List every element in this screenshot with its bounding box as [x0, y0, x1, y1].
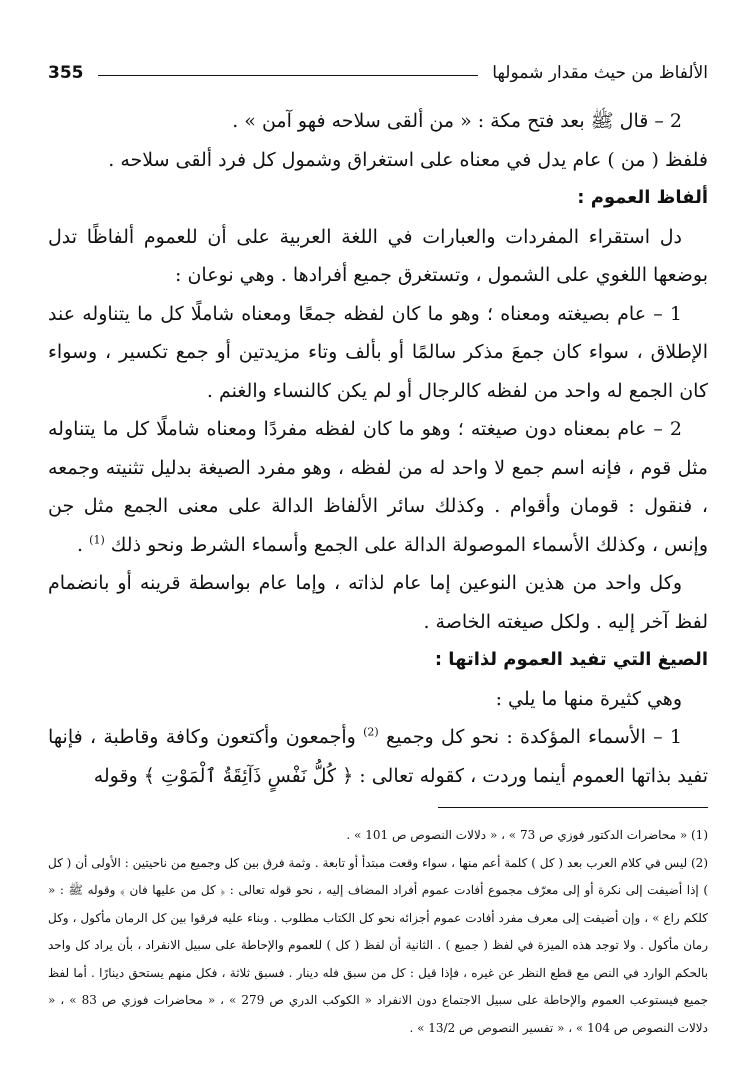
footnotes — [48, 822, 708, 1042]
footnote-2: (2) ليس في كلام العرب بعد ( كل ) كلمة أعم منها ، سواء وقعت مبتدأ أو تابعة . وثمة فرق بين كل وجميع من ناحيتين : الأولى أن ( كل ) إذا أضيفت إلى نكرة أو إلى معرّف مجموع أفادت عموم أفراد المضاف إليه ، نحو قوله تعالى : ﴿ كل من عليها فان ﴾ وقوله ﷺ : « كلكم راع » ، وإن أضيفت إلى معرف مفرد أفادت عموم أجزائه نحو كل الكتاب مطلوب . وبناء عليه فرقوا بين كل الرمان مأكول ، وكل رمان مأكول . ولا توجد هذه الميزة في لفظ ( جميع ) . الثانية أن لفظ ( كل ) للعموم والإحاطة على سبيل الانفراد ، بأن يراد كل واحد بالحكم الوارد في النص مع قطع النظر عن غيره ، فإذا قيل : كل من سبق فله دينار . فسبق ثلاثة ، فكل منهم يستحق دينارًا . أما لفظ جميع فيستوعب العموم والإحاطة على سبيل الاجتماع دون الانفراد « الكوكب الدري ص 279 » ، « محاضرات فوزي ص 83 » ، « دلالات النصوص ص 104 » ، « تفسير النصوص ص 13/2 » . — [48, 855, 709, 1035]
paragraph-type-two — [48, 410, 708, 564]
paragraph-type-two-text: 2 – عام بمعناه دون صيغته ؛ وهو ما كان لفظه مفردًا ومعناه شاملًا كل ما يتناوله مثل قوم ، فإنه اسم جمع لا واحد له من لفظه ، وهو مفرد الصيغة بدليل تثنيته وجمعه ، فنقول : قومان وأقوام . وكذلك سائر الألفاظ الدالة على معنى الجمع مثل جن وإنس ، وكذلك الأسماء الموصولة الدالة على الجمع وأسماء الشرط ونحو ذلك — [48, 418, 708, 556]
page — [48, 56, 708, 1066]
paragraph-many: وهي كثيرة منها ما يلي : — [495, 687, 682, 710]
paragraph-each-type: وكل واحد من هذين النوعين إما عام لذاته ، وإما عام بواسطة قرينه أو بانضمام لفظ آخر إليه . ولكل صيغته الخاصة . — [48, 572, 708, 633]
paragraph-emphatic-nouns-rest: وأجمعون وأكتعون وكافة وقاطبة ، فإنها تفيد بذاتها العموم أينما وردت ، كقوله تعالى : ﴿ كُلُّ نَفْسٍ ذَآئِقَةُ ٱلْمَوْتِ ﴾ وقوله — [48, 726, 708, 787]
paragraph-emphatic-nouns — [48, 718, 708, 795]
paragraph-hadith: 2 – قال ﷺ بعد فتح مكة : « من ألقى سلاحه فهو آمن » . — [232, 110, 682, 132]
heading-self-general-forms: الصيغ التي تفيد العموم لذاتها : — [434, 649, 708, 670]
header-rule — [98, 75, 479, 76]
page-number: 355 — [48, 63, 84, 83]
paragraph-type-two-end: . — [77, 533, 90, 556]
header-title: الألفاظ من حيث مقدار شمولها — [492, 63, 708, 83]
running-header — [48, 56, 708, 90]
footnote-1: (1) « محاضرات الدكتور فوزي ص 73 » ، « دلالات النصوص ص 101 » . — [346, 828, 708, 842]
body-text — [48, 102, 708, 795]
paragraph-type-one: 1 – عام بصيغته ومعناه ؛ وهو ما كان لفظه جمعًا ومعناه شاملًا كل ما يتناوله عند الإطلاق ، سواء كان جمعَ مذكر سالمًا أو بألف وتاء مزيدتين أو جمع تكسير ، وسواء كان الجمع له واحد من لفظه كالرجال أو لم يكن كالنساء والغنم . — [48, 302, 708, 402]
heading-general-terms: ألفاظ العموم : — [577, 187, 708, 208]
paragraph-explanation: فلفظ ( من ) عام يدل في معناه على استغراق وشمول كل فرد ألقى سلاحه . — [108, 148, 708, 171]
paragraph-emphatic-nouns-start: 1 – الأسماء المؤكدة : نحو كل وجميع — [385, 726, 682, 748]
footnote-ref-1: (1) — [89, 533, 105, 547]
footnote-rule — [438, 807, 708, 808]
footnote-ref-2: (2) — [363, 725, 379, 739]
paragraph-induction: دل استقراء المفردات والعبارات في اللغة العربية على أن للعموم ألفاظًا تدل بوضعها اللغوي على الشمول ، وتستغرق جميع أفرادها . وهي نوعان : — [48, 225, 708, 286]
